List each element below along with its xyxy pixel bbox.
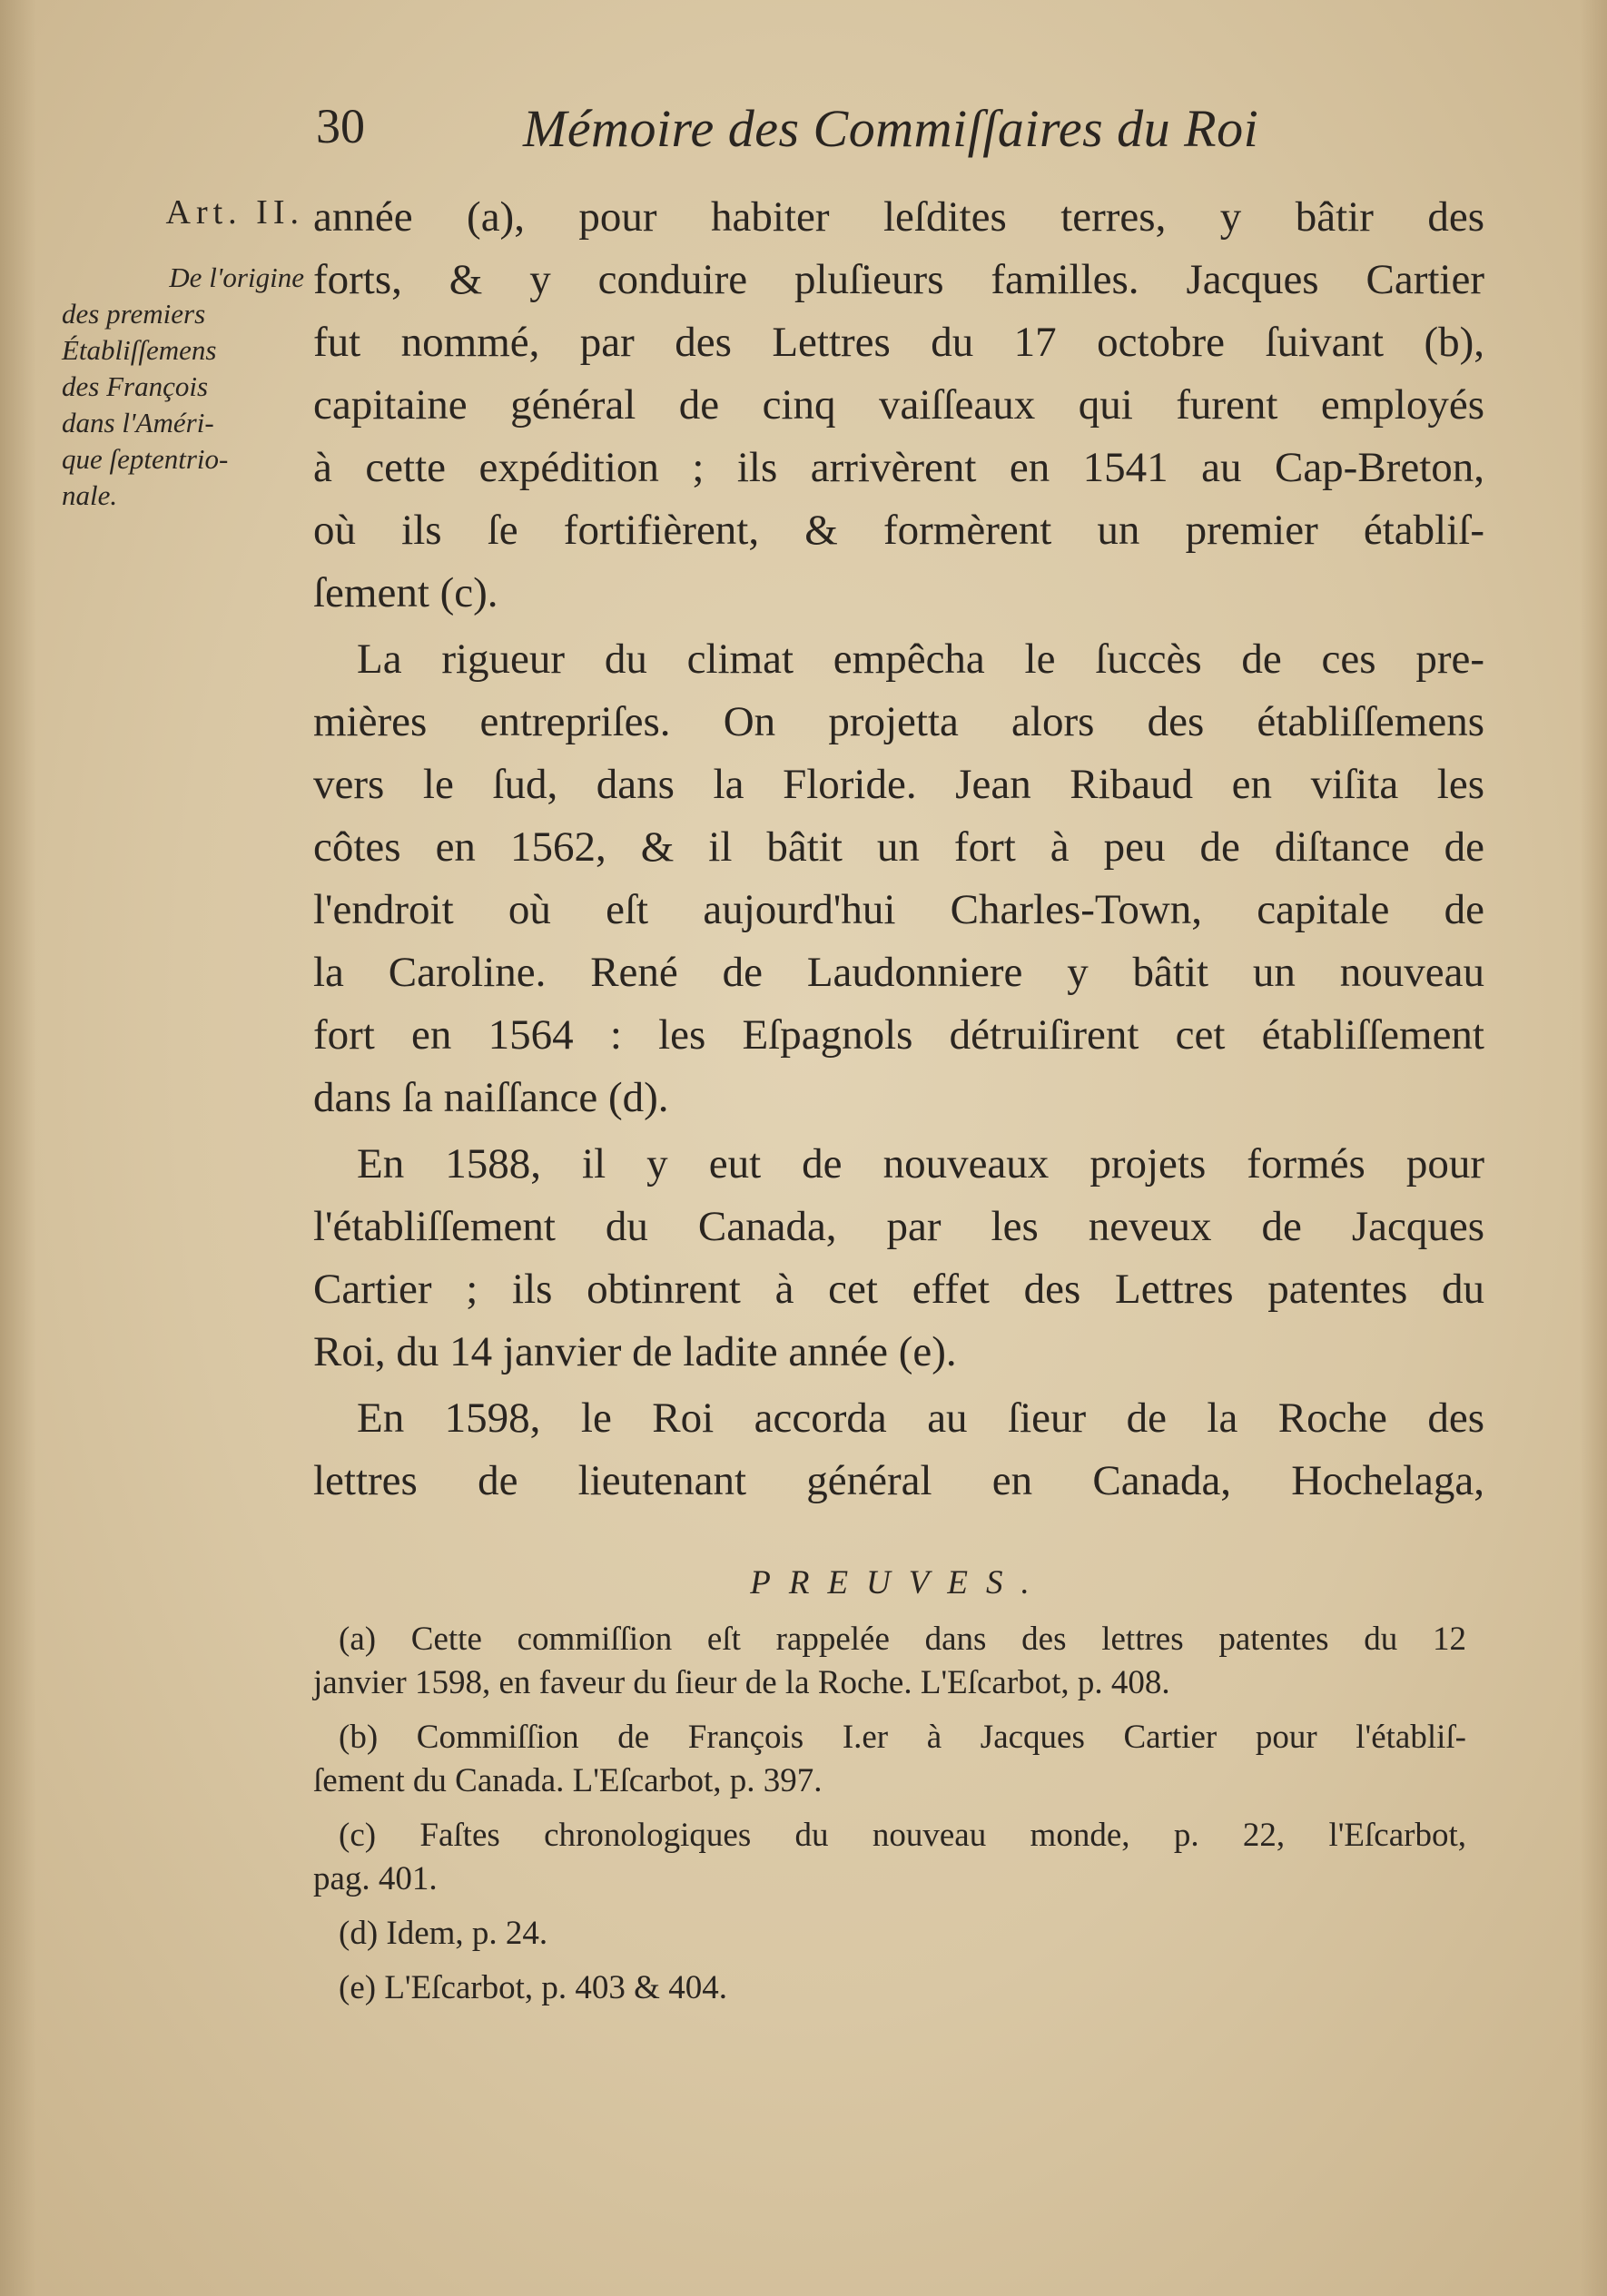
page-edge-shadow <box>1580 0 1607 2296</box>
proofs-heading: PREUVES. <box>750 1564 1048 1601</box>
article-label: Art. II. <box>165 193 304 232</box>
text-line: ſement (c). <box>313 569 498 616</box>
text-line: côtes en 1562, & il bâtit un fort à peu de diſtance de <box>313 823 1484 871</box>
margin-note-line: que ſeptentrio- <box>62 443 229 475</box>
page-number: 30 <box>316 99 365 153</box>
text-line: capitaine général de cinq vaiſſeaux qui furent employés <box>313 381 1484 429</box>
footnote-line: (c) Faſtes chronologiques du nouveau monde, p. 22, l'Eſcarbot, <box>339 1817 1466 1854</box>
footnote-line: (e) L'Eſcarbot, p. 403 & 404. <box>339 1969 727 2006</box>
text-line: année (a), pour habiter leſdites terres, y bâtir des <box>313 193 1484 241</box>
text-line: fort en 1564 : les Eſpagnols détruiſirent cet établiſſement <box>313 1011 1484 1059</box>
footnote-line: (a) Cette commiſſion eſt rappelée dans des lettres patentes du 12 <box>339 1621 1466 1658</box>
footnote-line: (d) Idem, p. 24. <box>339 1915 548 1952</box>
text-line: En 1598, le Roi accorda au ſieur de la Roche des <box>357 1394 1484 1442</box>
running-title: Mémoire des Commiſſaires du Roi <box>523 99 1259 158</box>
footnote-line: (b) Commiſſion de François I.er à Jacques Cartier pour l'établiſ- <box>339 1719 1466 1756</box>
text-line: où ils ſe fortifièrent, & formèrent un premier établiſ- <box>313 507 1484 554</box>
margin-note-line: Établiſſemens <box>62 334 217 366</box>
margin-note-line: nale. <box>62 479 118 511</box>
text-line: l'établiſſement du Canada, par les neveux de Jacques <box>313 1203 1484 1250</box>
text-line: forts, & y conduire pluſieurs familles. Jacques Cartier <box>313 256 1484 303</box>
text-line: lettres de lieutenant général en Canada, Hochelaga, <box>313 1457 1484 1504</box>
text-line: dans ſa naiſſance (d). <box>313 1074 669 1121</box>
footnotes <box>313 1618 1466 2010</box>
text-line: Roi, du 14 janvier de ladite année (e). <box>313 1328 957 1375</box>
margin-note <box>54 192 304 514</box>
footnote-line: pag. 401. <box>313 1860 438 1897</box>
margin-note-line: des François <box>62 370 209 402</box>
text-line: vers le ſud, dans la Floride. Jean Ribaud en viſita les <box>313 761 1484 808</box>
text-line: mières entrepriſes. On projetta alors des établiſſemens <box>313 698 1484 745</box>
text-line: la Caroline. René de Laudonniere y bâtit un nouveau <box>313 949 1484 996</box>
gutter-shadow <box>0 0 36 2296</box>
text-line: En 1588, il y eut de nouveaux projets formés pour <box>357 1140 1484 1187</box>
page-header <box>316 98 1296 162</box>
text-line: fut nommé, par des Lettres du 17 octobre ſuivant (b), <box>313 319 1484 366</box>
margin-note-line: des premiers <box>62 298 206 330</box>
margin-note-line: De l'origine <box>169 261 304 293</box>
text-line: La rigueur du climat empêcha le ſuccès de ces pre- <box>357 636 1484 683</box>
text-line: à cette expédition ; ils arrivèrent en 1541 au Cap-Breton, <box>313 444 1484 491</box>
margin-note-line: dans l'Améri- <box>62 407 214 439</box>
footnote-line: ſement du Canada. L'Eſcarbot, p. 397. <box>313 1762 823 1799</box>
body-text <box>313 186 1484 1513</box>
text-line: l'endroit où eſt aujourd'hui Charles-Town, capitale de <box>313 886 1484 933</box>
text-line: Cartier ; ils obtinrent à cet effet des Lettres patentes du <box>313 1266 1484 1313</box>
footnote-line: janvier 1598, en faveur du ſieur de la Roche. L'Eſcarbot, p. 408. <box>313 1664 1170 1701</box>
